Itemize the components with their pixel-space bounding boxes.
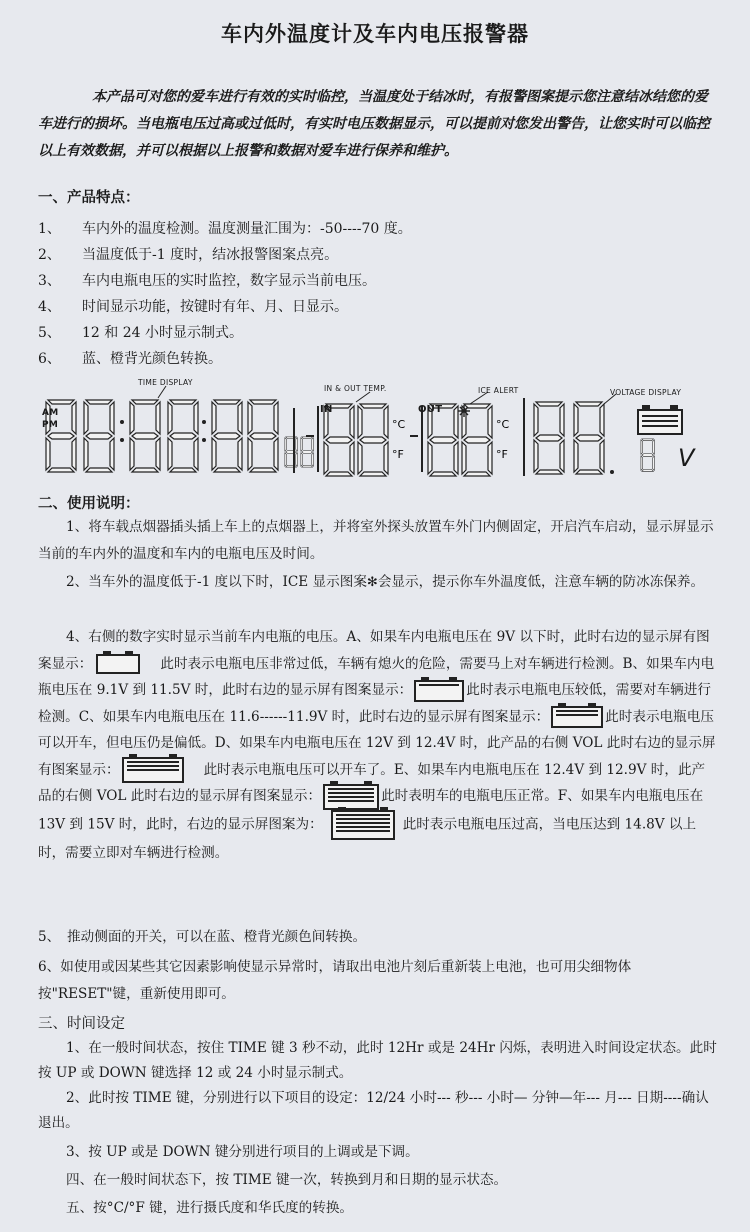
feature-item: 5、 12 和 24 小时显示制式。: [38, 325, 243, 341]
battery-normal-icon: [323, 784, 379, 810]
battery-low-icon: [414, 680, 464, 702]
section1-heading: 一、产品特点：: [38, 189, 140, 206]
feature-item: 4、 时间显示功能，按键时有年、月、日显示。: [38, 299, 348, 315]
volt-unit: V: [678, 444, 695, 472]
battery-ok-icon: [122, 757, 184, 783]
feature-item: 6、 蓝、橙背光颜色转换。: [38, 351, 222, 367]
usage-paragraph-6: 6、如使用或因某些其它因素影响使显示异常时，请取出电池片刻后重新装上电池，也可用尖细物体按"RESET"键，重新使用即可。: [38, 959, 632, 1002]
feature-item: 2、 当温度低于-1 度时，结冰报警图案点亮。: [38, 247, 339, 263]
out-indicator: OUT: [418, 404, 443, 415]
snowflake-icon: ✻: [366, 575, 378, 590]
page-title: 车内外温度计及车内电压报警器: [221, 21, 529, 46]
battery-empty-icon: [96, 654, 140, 674]
lcd-display-diagram: [38, 378, 718, 478]
usage-paragraph-5: 5、 推动侧面的开关，可以在蓝、橙背光颜色间转换。: [38, 929, 367, 945]
usage-paragraph-1: 1、将车载点烟器插头插上车上的点烟器上，并将室外探头放置车外门内侧固定，开启汽车启动，显示屏显示当前的车内外的温度和车内的电瓶电压及时间。: [38, 519, 714, 562]
svg-text:°F: °F: [392, 448, 404, 461]
feature-item: 1、 车内外的温度检测。温度测量汇围为：-50----70 度。: [38, 221, 412, 237]
feature-item: 3、 车内电瓶电压的实时监控，数字显示当前电压。: [38, 273, 376, 289]
usage-paragraph-2: 2、当车外的温度低于-1 度以下时，ICE 显示图案✻会显示，提示你车外温度低，注意车辆的防冰冻保养。: [66, 574, 705, 590]
time-display-label: TIME DISPLAY: [138, 378, 193, 387]
section3-heading: 三、时间设定: [38, 1016, 125, 1032]
time-setting-paragraph-2: 2、此时按 TIME 键，分别进行以下项目的设定：12/24 小时--- 秒--- 小时— 分钟—年--- 月--- 日期----确认退出。: [38, 1090, 709, 1131]
in-indicator: IN: [320, 404, 333, 415]
time-setting-paragraph-5: 五、按°C/°F 键，进行摄氏度和华氏度的转换。: [66, 1200, 354, 1216]
time-setting-paragraph-1: 1、在一般时间状态，按住 TIME 键 3 秒不动，此时 12Hr 或是 24Hr 闪烁，表明进入时间设定状态。此时按 UP 或 DOWN 键选择 12 或 24 小时显示制式。: [38, 1040, 717, 1081]
voltage-display-label: VOLTAGE DISPLAY: [610, 388, 682, 397]
am-indicator: AM: [42, 408, 59, 418]
intro-paragraph: 本产品可对您的爱车进行有效的实时临控，当温度处于结冰时，有报警图案提示您注意结冰结您的爱车进行的损坏。当电瓶电压过高或过低时，有实时电压数据显示，可以提前对您发出警告，让您实时可以临控以上有效数据，并可以根据以上报警和数据对爱车进行保养和维护。: [38, 89, 710, 159]
ice-alert-label: ICE ALERT: [478, 386, 519, 395]
in-out-temp-label: IN & OUT TEMP.: [324, 384, 387, 393]
pm-indicator: PM: [42, 420, 59, 430]
svg-text:°C: °C: [496, 418, 510, 431]
time-setting-paragraph-3: 3、按 UP 或是 DOWN 键分别进行项目的上调或是下调。: [66, 1144, 419, 1160]
svg-text:°C: °C: [392, 418, 406, 431]
time-setting-paragraph-4: 四、在一般时间状态下，按 TIME 键一次，转换到月和日期的显示状态。: [66, 1172, 508, 1188]
svg-text:°F: °F: [496, 448, 508, 461]
section2-heading: 二、使用说明：: [38, 495, 140, 512]
battery-high-icon: [331, 810, 395, 840]
battery-weak-icon: [551, 706, 603, 728]
usage-paragraph-4: 4、右侧的数字实时显示当前车内电瓶的电压。A、如果车内电瓶电压在 9V 以下时，此时右边的显示屏有图案显示： 此时表示电瓶电压非常过低，车辆有熄火的危险，需要马上对车辆进行检测。B、如果车内电瓶电压在 9.1V 到 11.5V 时，此时右边的显示屏有图案显示： 此时表示电瓶电压较低，需要对车辆进行检测。C、如果车内电瓶电压在 11.6------11.9V 时，此时右边的显示屏有图案显示： 此时表示电瓶电压可以开车，但电压仍是偏低。D、如果车内电瓶电压在 12V 到 12.4V 时，此产品的右侧 VOL 此时右边的显示屏有图案显示： 此时表示电瓶电压可以开车了。E、如果车内电瓶电压在 12.4V 到 12.9V 时，此产品的右侧 VOL 此时右边的显示屏有图案显示： 此时表明车的电瓶电压正常。F、如果车内电瓶电压在 13V 到 15V 时，此时，右边的显示屏图案为： 此时表示电瓶电压过高，当电压达到 14.8V 以上时，需要立即对车辆进行检测。: [38, 629, 716, 861]
